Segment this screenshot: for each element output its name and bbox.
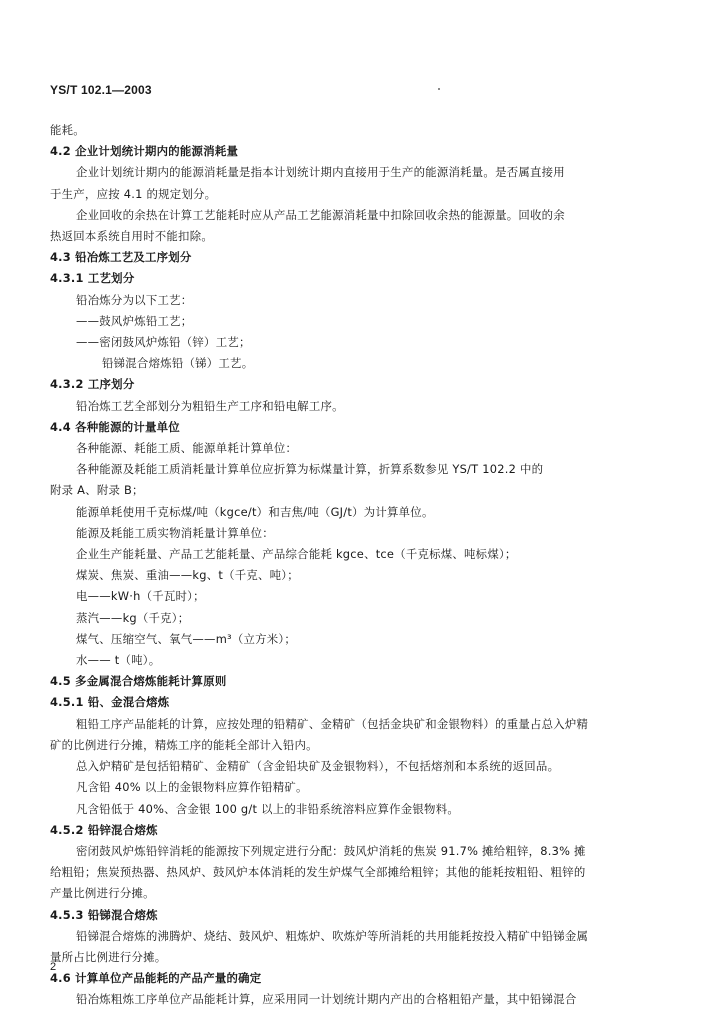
text-line: 铅冶炼粗炼工序单位产品能耗计算，应采用同一计划统计期内产出的合格粗铅产量，其中铅锑混合 <box>76 992 577 1007</box>
text-line: 铅锑混合熔炼铅（锑）工艺。 <box>102 356 254 371</box>
text-line: 煤气、压缩空气、氧气——m³（立方米）； <box>76 631 296 646</box>
section-heading: 4.6 计算单位产品能耗的产品产量的确定 <box>50 971 262 986</box>
text-line: 凡含铅低于 40%、含金银 100 g/t 以上的非铅系统溶料应算作金银物料。 <box>76 801 459 816</box>
text-line: 附录 A、附录 B； <box>50 483 144 498</box>
section-heading: 4.5.2 铅锌混合熔炼 <box>50 822 158 837</box>
text-line: 水—— t（吨）。 <box>76 653 161 668</box>
text-line: 能源及耗能工质实物消耗量计算单位： <box>76 525 274 540</box>
text-line: 企业计划统计期内的能源消耗量是指本计划统计期内直接用于生产的能源消耗量。是否属直接用 <box>76 165 565 180</box>
text-line: 铅冶炼工艺全部划分为粗铅生产工序和铅电解工序。 <box>76 398 344 413</box>
text-line: 能源单耗使用千克标煤/吨（kgce/t）和吉焦/吨（GJ/t）为计算单位。 <box>76 504 434 519</box>
section-heading: 4.2 企业计划统计期内的能源消耗量 <box>50 144 239 159</box>
text-line: 矿的比例进行分摊，精炼工序的能耗全部计入铅内。 <box>50 737 318 752</box>
text-line: 凡含铅 40% 以上的金银物料应算作铅精矿。 <box>76 780 308 795</box>
text-line: 量所占比例进行分摊。 <box>50 949 167 964</box>
text-line: 粗铅工序产品能耗的计算，应按处理的铅精矿、金精矿（包括金块矿和金银物料）的重量占总入炉精 <box>76 716 589 731</box>
page-number: 2 <box>50 961 57 973</box>
text-line: 总入炉精矿是包括铅精矿、金精矿（含金铅块矿及金银物料），不包括熔剂和本系统的返回品。 <box>76 759 560 774</box>
text-line: 蒸汽——kg（千克）； <box>76 610 190 625</box>
text-line: ——鼓风炉炼铅工艺； <box>76 313 193 328</box>
text-line: 于生产，应按 4.1 的规定划分。 <box>50 186 217 201</box>
scan-speck <box>438 88 440 90</box>
section-heading: 4.4 各种能源的计量单位 <box>50 419 180 434</box>
text-line: 能耗。 <box>50 123 85 137</box>
text-line: 各种能源、耗能工质、能源单耗计算单位： <box>76 441 298 456</box>
text-line: 给粗铅；焦炭预热器、热风炉、鼓风炉本体消耗的发生炉煤气全部摊给粗锌；其他的能耗按粗铅、粗锌的 <box>50 865 586 880</box>
text-line: 电——kW·h（千瓦时）； <box>76 589 205 604</box>
text-line: 铅冶炼分为以下工艺： <box>76 292 193 307</box>
section-heading: 4.3.2 工序划分 <box>50 377 135 392</box>
section-heading: 4.5.1 铅、金混合熔炼 <box>50 695 170 710</box>
text-line: ——密闭鼓风炉炼铅（锌）工艺； <box>76 335 251 350</box>
body-text <box>50 120 660 1011</box>
text-line: 热返回本系统自用时不能扣除。 <box>50 229 213 244</box>
text-line: 铅锑混合熔炼的沸腾炉、烧结、鼓风炉、粗炼炉、吹炼炉等所消耗的共用能耗按投入精矿中铅锑金属 <box>76 928 589 943</box>
section-heading: 4.3.1 工艺划分 <box>50 271 135 286</box>
text-line: 企业回收的余热在计算工艺能耗时应从产品工艺能源消耗量中扣除回收余热的能源量。回收的余 <box>76 207 565 222</box>
text-line: 企业生产能耗量、产品工艺能耗量、产品综合能耗 kgce、tce（千克标煤、吨标煤）； <box>76 547 517 562</box>
text-line: 煤炭、焦炭、重油——kg、t（千克、吨）； <box>76 568 299 583</box>
standard-number-header: YS/T 102.1—2003 <box>50 83 152 97</box>
text-line: 密闭鼓风炉炼铅锌消耗的能源按下列规定进行分配：鼓风炉消耗的焦炭 91.7% 摊给粗锌，8.3% 摊 <box>76 843 586 858</box>
section-heading: 4.5.3 铅锑混合熔炼 <box>50 907 158 922</box>
text-line: 各种能源及耗能工质消耗量计算单位应折算为标煤量计算，折算系数参见 YS/T 102.2 中的 <box>76 462 544 477</box>
section-heading: 4.5 多金属混合熔炼能耗计算原则 <box>50 674 227 689</box>
text-line: 产量比例进行分摊。 <box>50 886 155 901</box>
section-heading: 4.3 铅冶炼工艺及工序划分 <box>50 250 192 265</box>
